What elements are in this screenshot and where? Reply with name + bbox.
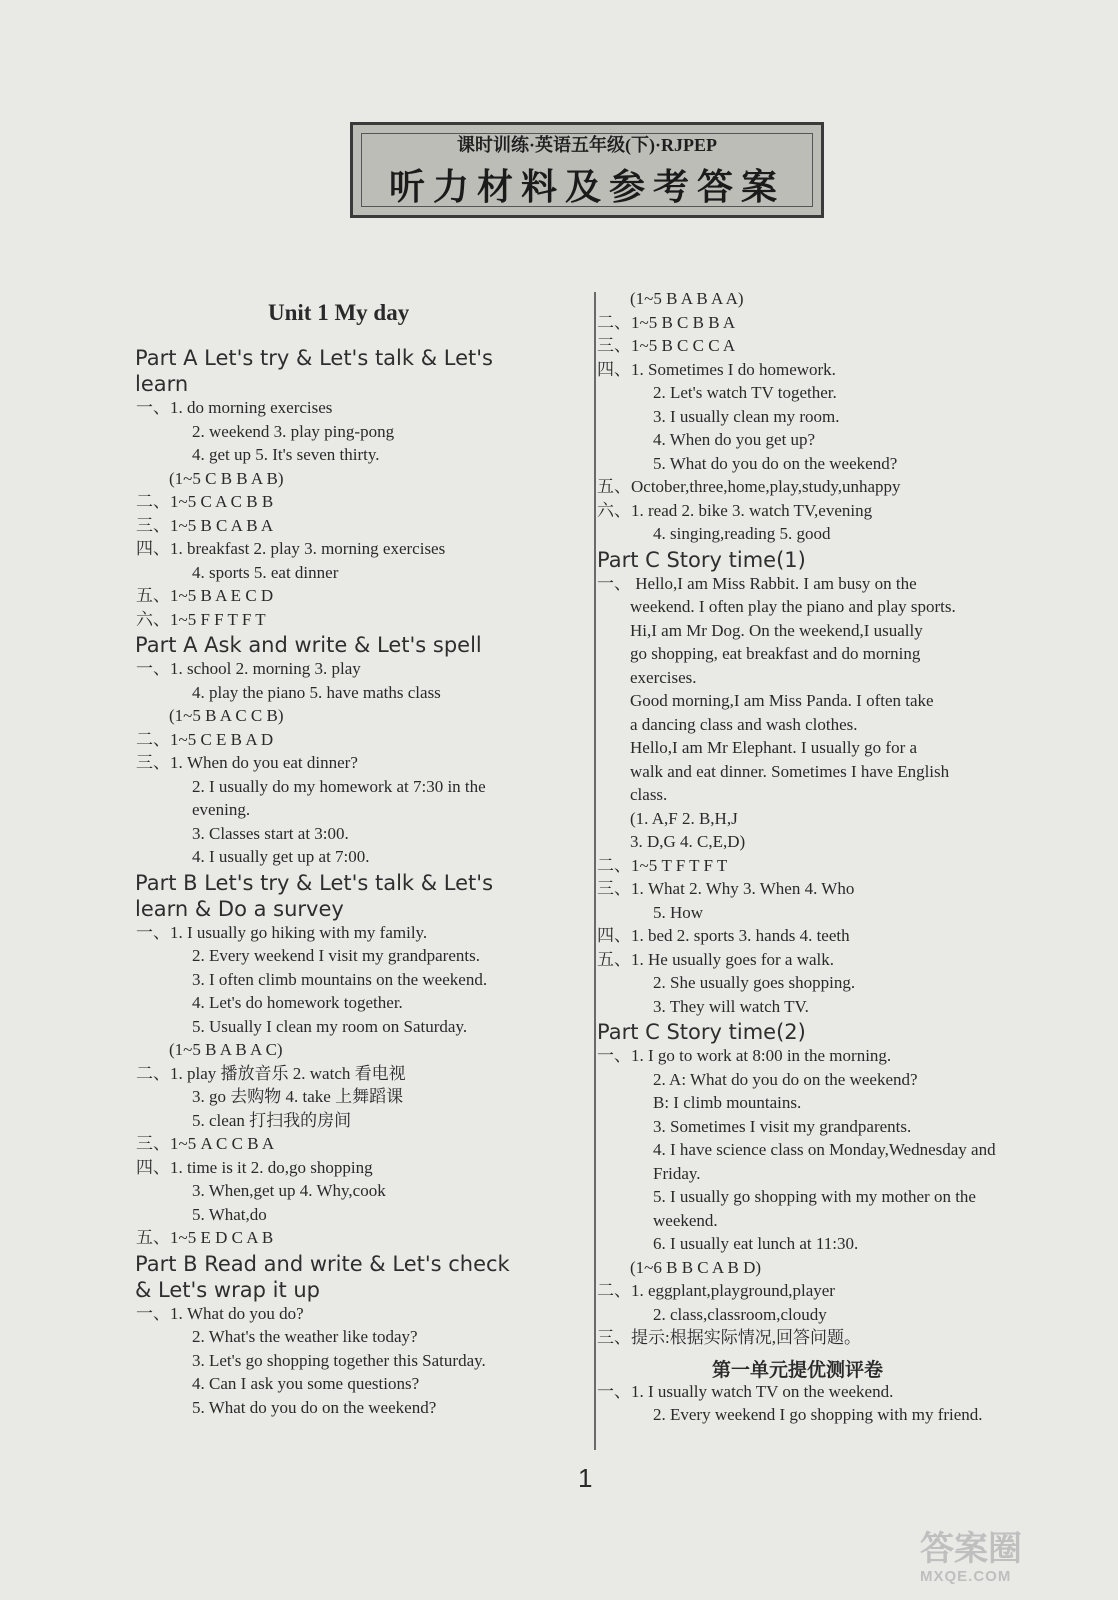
answer-line: 二、1. eggplant,playground,player (597, 1281, 835, 1300)
answer-line: 3. I usually clean my room. (653, 406, 840, 426)
answer-line: 4. Let's do homework together. (192, 993, 403, 1012)
section-heading: learn & Do a survey (135, 896, 344, 921)
answer-line: walk and eat dinner. Sometimes I have English (630, 761, 950, 781)
answer-line: 4. singing,reading 5. good (653, 524, 831, 543)
answer-line: 六、1~5 F F T F T (136, 609, 266, 629)
answer-line: 2. I usually do my homework at 7:30 in the (192, 776, 486, 796)
answer-line: 二、1~5 B C B B A (597, 312, 736, 332)
answer-line: 5. What,do (192, 1204, 267, 1224)
answer-line: 四、1. time is it 2. do,go shopping (136, 1157, 373, 1177)
answer-line: 二、1~5 T F T F T (597, 855, 728, 875)
answer-line: 五、1~5 B A E C D (136, 586, 274, 605)
answer-line: 2. Every weekend I visit my grandparents. (192, 946, 480, 965)
answer-line: 一、1. do morning exercises (136, 398, 333, 417)
answer-line: a dancing class and wash clothes. (630, 714, 858, 734)
answer-line: 4. I have science class on Monday,Wednesday and (653, 1140, 996, 1159)
answer-line: (1~5 B A C C B) (169, 706, 284, 725)
watermark-top: 答案圈 (920, 1530, 1022, 1568)
answer-line: 4. get up 5. It's seven thirty. (192, 445, 380, 464)
unit-title: Unit 1 My day (268, 300, 410, 325)
answer-line: 3. When,get up 4. Why,cook (192, 1181, 386, 1200)
answer-line: evening. (192, 800, 251, 819)
answer-line: 一、 Hello,I am Miss Rabbit. I am busy on the (597, 573, 917, 593)
answer-line: 三、1. What 2. Why 3. When 4. Who (597, 879, 855, 898)
answer-line: 三、1~5 A C C B A (136, 1134, 275, 1153)
answer-line: 四、1. breakfast 2. play 3. morning exercises (136, 539, 446, 558)
column-divider (594, 292, 596, 1450)
answer-line: 4. sports 5. eat dinner (192, 562, 339, 582)
answer-line: 三、1~5 B C A B A (136, 515, 274, 535)
section-heading: learn (135, 372, 189, 396)
answer-line: 3. They will watch TV. (653, 996, 809, 1016)
answer-line: 5. Usually I clean my room on Saturday. (192, 1016, 468, 1036)
answer-line: (1. A,F 2. B,H,J (630, 808, 738, 828)
answer-line: 四、1. Sometimes I do homework. (597, 359, 836, 379)
page-number: 1 (578, 1463, 593, 1493)
answer-line: 4. Can I ask you some questions? (192, 1374, 420, 1393)
answer-line: 五、1~5 E D C A B (136, 1228, 274, 1247)
answer-line: 四、1. bed 2. sports 3. hands 4. teeth (597, 926, 850, 945)
section-heading: Part A Let's try & Let's talk & Let's (135, 346, 493, 370)
answer-line: 一、1. I go to work at 8:00 in the morning. (597, 1046, 892, 1065)
section-heading: Part B Read and write & Let's check (135, 1251, 510, 1276)
answer-line: 3. Classes start at 3:00. (192, 823, 349, 843)
answer-line: 二、1~5 C E B A D (136, 729, 274, 749)
answer-line: 三、提示:根据实际情况,回答问题。 (597, 1328, 861, 1347)
answer-line: Good morning,I am Miss Panda. I often take (630, 691, 934, 710)
answer-line: (1~6 B B C A B D) (630, 1257, 762, 1277)
answer-line: 5. How (653, 902, 704, 922)
answer-line: class. (630, 785, 668, 804)
answer-line: 3. D,G 4. C,E,D) (630, 832, 746, 851)
answer-line: 3. I often climb mountains on the weekend. (192, 969, 488, 989)
answer-line: 4. When do you get up? (653, 430, 816, 449)
answer-line: 5. clean 打扫我的房间 (192, 1110, 352, 1130)
section-heading: & Let's wrap it up (135, 1277, 320, 1302)
banner-title: 听力材料及参考答案 (388, 167, 785, 208)
answer-line: 二、1~5 C A C B B (136, 492, 274, 511)
answer-line: 2. weekend 3. play ping-pong (192, 421, 395, 441)
answer-line: 2. She usually goes shopping. (653, 973, 856, 992)
header-banner (350, 122, 824, 218)
answer-line: 五、1. He usually goes for a walk. (597, 949, 835, 969)
answer-line: Hello,I am Mr Elephant. I usually go for a (630, 738, 918, 757)
answer-line: 5. What do you do on the weekend? (192, 1397, 437, 1417)
answer-line: B: I climb mountains. (653, 1093, 802, 1112)
watermark-logo (920, 1530, 1100, 1594)
section-heading: Part B Let's try & Let's talk & Let's (135, 870, 494, 895)
answer-line: 3. Sometimes I visit my grandparents. (653, 1116, 912, 1136)
answer-line: 六、1. read 2. bike 3. watch TV,evening (597, 500, 873, 520)
answer-line: go shopping, eat breakfast and do morning (630, 644, 921, 663)
section-heading: Part A Ask and write & Let's spell (135, 633, 482, 657)
answer-line: weekend. (653, 1210, 718, 1230)
answer-line: weekend. I often play the piano and play sports. (630, 597, 956, 616)
answer-line: 2. What's the weather like today? (192, 1327, 418, 1346)
answer-line: 2. A: What do you do on the weekend? (653, 1069, 918, 1089)
watermark-bottom: MXQE.COM (920, 1568, 1012, 1585)
answer-line: 五、October,three,home,play,study,unhappy (597, 477, 901, 496)
answer-line: 一、1. school 2. morning 3. play (136, 659, 361, 678)
answer-line: 一、1. I usually watch TV on the weekend. (597, 1381, 894, 1401)
answer-line: 2. class,classroom,cloudy (653, 1304, 827, 1324)
answer-line: (1~5 B A B A C) (169, 1040, 283, 1059)
answer-line: 一、1. What do you do? (136, 1303, 304, 1323)
section-heading: Part C Story time(2) (597, 1020, 806, 1044)
section-heading: Part C Story time(1) (597, 547, 806, 572)
answer-line: 3. Let's go shopping together this Saturday. (192, 1350, 486, 1370)
answer-line: 5. I usually go shopping with my mother on the (653, 1187, 976, 1206)
answer-line: 一、1. I usually go hiking with my family. (136, 922, 428, 942)
answer-line: Hi,I am Mr Dog. On the weekend,I usually (630, 620, 923, 640)
answer-line: exercises. (630, 667, 697, 687)
answer-line: (1~5 B A B A A) (630, 289, 744, 308)
answer-line: (1~5 C B B A B) (169, 468, 284, 488)
answer-line: 2. Let's watch TV together. (653, 383, 837, 402)
answer-line: 4. play the piano 5. have maths class (192, 682, 441, 702)
answer-line: 3. go 去购物 4. take 上舞蹈课 (192, 1087, 404, 1106)
answer-line: Friday. (653, 1163, 701, 1183)
answer-line: 三、1. When do you eat dinner? (136, 753, 358, 772)
answer-line: 6. I usually eat lunch at 11:30. (653, 1234, 859, 1253)
section-title: 第一单元提优测评卷 (712, 1359, 884, 1381)
answer-line: 5. What do you do on the weekend? (653, 453, 898, 473)
answer-line: 2. Every weekend I go shopping with my friend. (653, 1405, 983, 1424)
answer-line: 二、1. play 播放音乐 2. watch 看电视 (136, 1063, 406, 1083)
answer-line: 4. I usually get up at 7:00. (192, 847, 370, 866)
answer-line: 三、1~5 B C C C A (597, 336, 736, 355)
banner-subtitle: 课时训练·英语五年级(下)·RJPEP (457, 135, 717, 155)
